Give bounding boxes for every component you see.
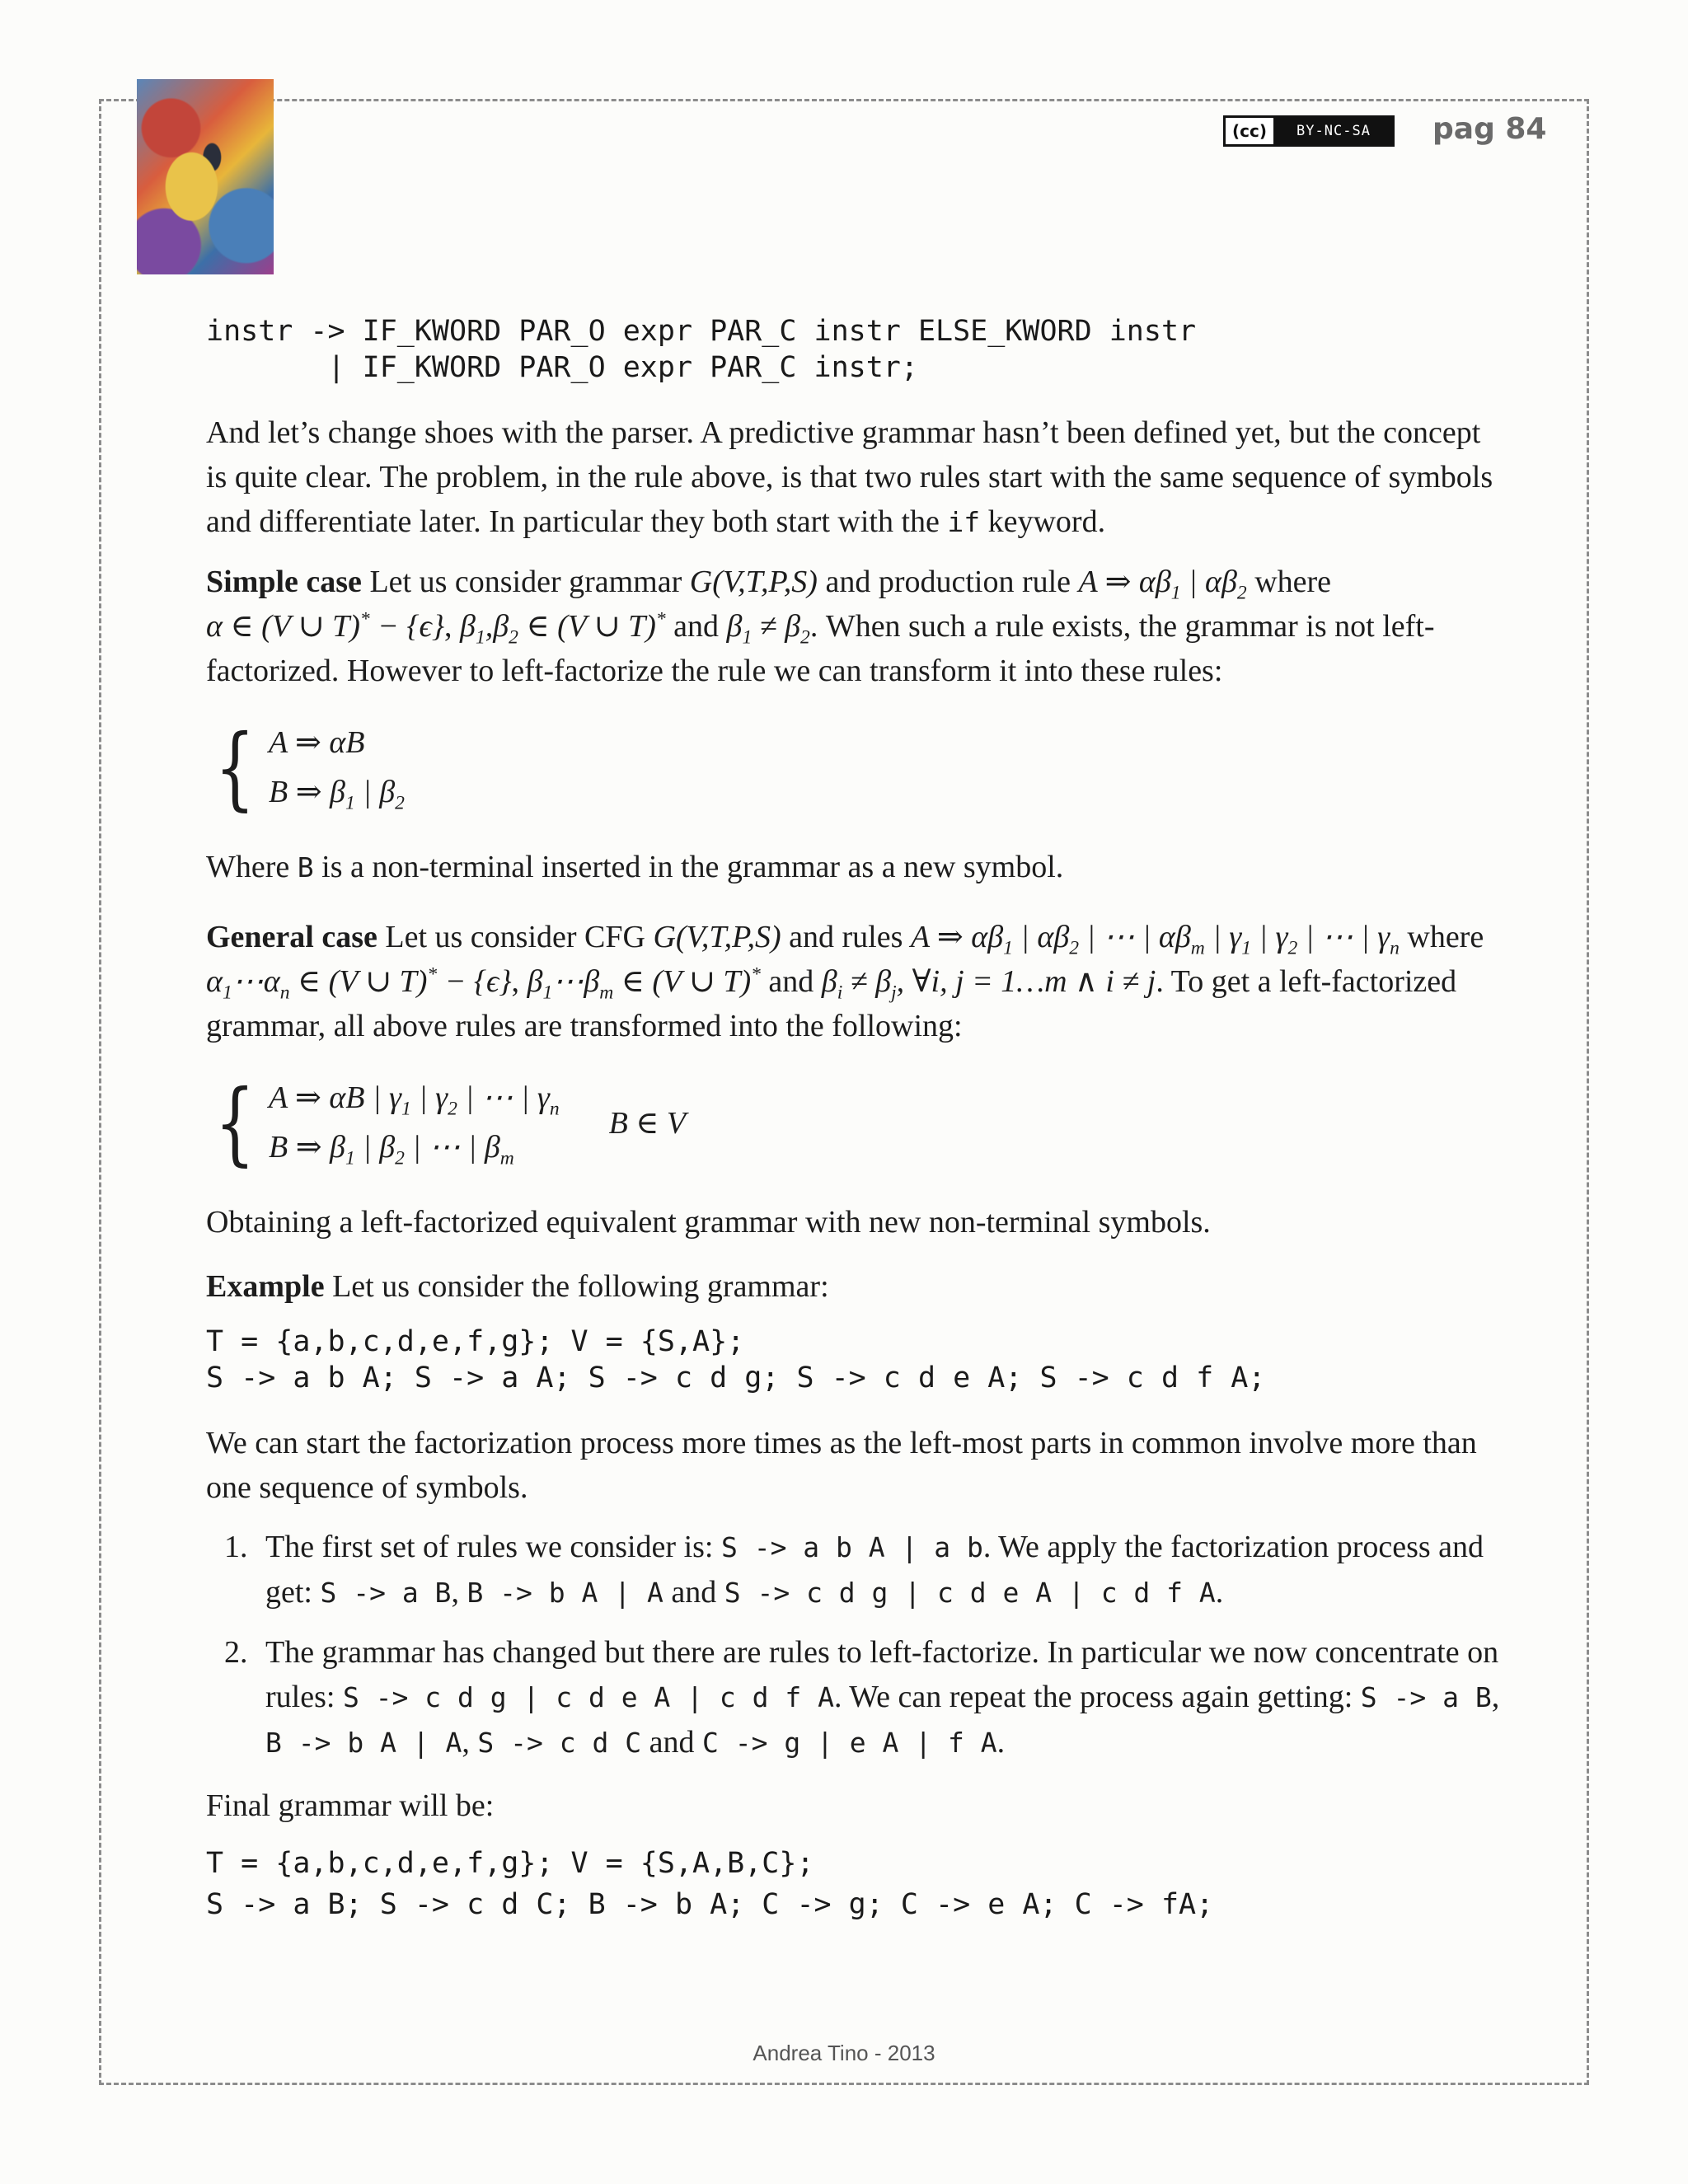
simple-rule-2: B ⇒ $\beta_1$ | $\beta_2$ xyxy=(269,775,405,814)
code-block-instr: instr -> IF_KWORD PAR_O expr PAR_C instr ELSE_KWORD instr | IF_KWORD PAR_O expr PAR_C instr; xyxy=(206,315,1197,384)
math-betas: $\beta_1,\beta_2$ ∈ (V ∪ T)* xyxy=(460,608,666,649)
book-cover-image xyxy=(137,79,274,274)
general-rule-2: B ⇒ $\beta_1$ | $\beta_2$ | ⋯ | $\beta_m$ xyxy=(269,1130,514,1169)
math-condition: $\beta_i \ne \beta_j$, ∀i, j = 1…m ∧ i ≠ j xyxy=(821,964,1156,1004)
simple-rule-1: A ⇒ αB xyxy=(269,725,365,760)
math-general-rules: A ⇒ $\alpha\beta_1$ | $\alpha\beta_2$ | ⋯ | $\alpha\beta_m$ | $\gamma_1$ | $\gamma_2$ | ⋯ | $\gamma_n$ xyxy=(910,920,1400,959)
paragraph-factorization: We can start the factorization process more times as the left-most parts in common involve more than one sequence of symbols. xyxy=(206,1426,1477,1505)
math-grammar-cfg: G(V,T,P,S) xyxy=(653,920,781,954)
list-item: 2. The grammar has changed but there are rules to left-factorize. In particular we now concentrate on rules: S -> c d g | c d e A | c d f A. We can repeat the process again getting: S -> a B, B -> b A | A, S -> c d C and C -> g | e A | f A. xyxy=(256,1630,1508,1765)
paragraph-example: Example Let us consider the following grammar: xyxy=(206,1269,829,1304)
math-alpha: α ∈ (V ∪ T)* − {ϵ} xyxy=(206,608,445,644)
paragraph-general-case: General case Let us consider CFG G(V,T,P,S) and rules A ⇒ $\alpha\beta_1$ | $\alpha\beta_2$ | ⋯ | $\alpha\beta_m$ | $\gamma_1$ | $\gamma_2$ | ⋯ | $\gamma_n$ where $\alpha_1\cdots\alpha_n$ ∈ (V ∪ T)* − {ϵ}, $\beta_1\cdots\beta_m$ ∈ (V ∪ T)* and $\beta_i \ne \beta_j$, ∀i, j = 1…m ∧ i ≠ j. To get a left-factorized grammar, all above rules are transformed into the following: xyxy=(206,920,1484,1043)
paragraph-intro: And let’s change shoes with the parser. A predictive grammar hasn’t been defined yet, but the concept is quite clear. The problem, in the rule above, is that two rules start with the same sequence of symbols and differentiate later. In particular they both start with the if keyword. xyxy=(206,415,1493,539)
math-grammar: G(V,T,P,S) xyxy=(689,565,818,599)
cc-logo: (cc) xyxy=(1226,118,1275,144)
example-label: Example xyxy=(206,1269,325,1304)
code-block-final: T = {a,b,c,d,e,f,g}; V = {S,A,B,C}; S -> a B; S -> c d C; B -> b A; C -> g; C -> e A; C -> fA; xyxy=(206,1847,1214,1921)
paragraph-final: Final grammar will be: xyxy=(206,1788,495,1823)
simple-case-label: Simple case xyxy=(206,565,362,599)
brace-icon: { xyxy=(214,715,256,820)
footer-author: Andrea Tino - 2013 xyxy=(753,2041,935,2065)
steps-list xyxy=(206,1525,1508,1765)
code-block-example: T = {a,b,c,d,e,f,g}; V = {S,A}; S -> a b A; S -> a A; S -> c d g; S -> c d e A; S -> c d f A; xyxy=(206,1325,1266,1394)
math-neq: $\beta_1 \ne \beta_2$ xyxy=(726,609,810,649)
math-betas-m: $\beta_1\cdots\beta_m$ ∈ (V ∪ T)* xyxy=(527,963,761,1004)
general-rule-1: A ⇒ αB | $\gamma_1$ | $\gamma_2$ | ⋯ | $\gamma_n$ xyxy=(269,1080,560,1120)
license-type: BY-NC-SA xyxy=(1275,118,1392,144)
page-number: pag 84 xyxy=(1432,112,1547,146)
page-content xyxy=(206,313,1508,1925)
simple-case-system xyxy=(206,715,1508,820)
general-case-label: General case xyxy=(206,920,377,954)
brace-icon: { xyxy=(214,1070,256,1175)
paragraph-simple-case: Simple case Let us consider grammar G(V,T,P,S) and production rule A ⇒ $\alpha\beta_1$ | $\alpha\beta_2$ where α ∈ (V ∪ T)* − {ϵ}, $\beta_1,\beta_2$ ∈ (V ∪ T)* and $\beta_1 \ne \beta_2$. When such a rule exists, the grammar is not left-factorized. However to left-factorize the rule we can transform it into these rules: xyxy=(206,565,1435,688)
paragraph-obtaining: Obtaining a left-factorized equivalent grammar with new non-terminal symbols. xyxy=(206,1205,1211,1240)
math-alphas: $\alpha_1\cdots\alpha_n$ ∈ (V ∪ T)* − {ϵ} xyxy=(206,963,512,1004)
general-case-system xyxy=(206,1070,1508,1175)
license-badge[interactable] xyxy=(1223,115,1395,147)
math-rule: A ⇒ $\alpha\beta_1$ | $\alpha\beta_2$ xyxy=(1078,565,1247,604)
math-b-in-v: B ∈ V xyxy=(608,1105,687,1141)
list-item: 1. The first set of rules we consider is: S -> a b A | a b. We apply the factorization process and get: S -> a B, B -> b A | A and S -> c d g | c d e A | c d f A. xyxy=(256,1525,1508,1615)
paragraph-where-b: Where B is a non-terminal inserted in the grammar as a new symbol. xyxy=(206,850,1064,884)
